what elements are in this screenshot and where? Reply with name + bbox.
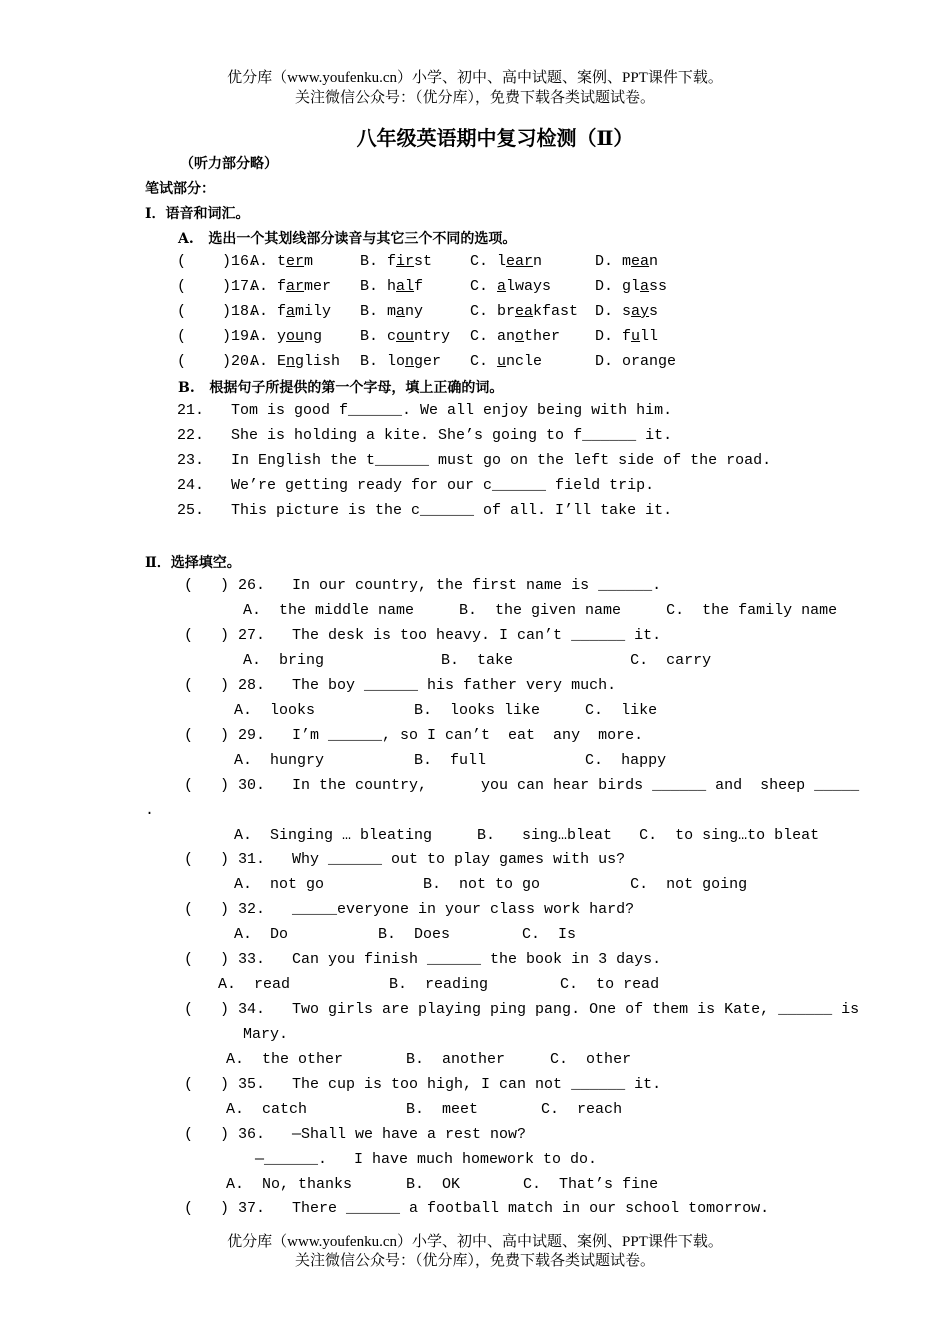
question-32-options: A. Do B. Does C. Is: [234, 926, 577, 943]
part-a-option-a: [250, 303, 331, 320]
part-a-question-number: ( )16.: [177, 253, 259, 270]
option-label: D.: [595, 353, 623, 370]
underlined-segment: a: [497, 278, 507, 295]
option-label: A.: [250, 353, 278, 370]
word-part: s: [649, 303, 659, 320]
underlined-segment: g: [658, 353, 668, 370]
word-part: m: [622, 253, 632, 270]
question-30-continuation: .: [145, 802, 155, 819]
underlined-segment: er: [286, 253, 305, 270]
underlined-segment: a: [396, 303, 406, 320]
word-part: er: [423, 353, 442, 370]
underlined-segment: ea: [515, 303, 534, 320]
section-2-heading: Ⅱ．选择填空。: [145, 555, 241, 571]
word-part: an: [497, 328, 516, 345]
page-header-line-1: 优分库（www.youfenku.cn）小学、初中、高中试题、案例、PPT课件下载。: [227, 70, 723, 86]
underlined-segment: a: [286, 303, 296, 320]
question-27: ( ) 27. The desk is too heavy. I can’t ______ it.: [184, 627, 662, 644]
underlined-segment: a: [640, 278, 650, 295]
option-label: D.: [595, 253, 623, 270]
question-29: ( ) 29. I’m ______, so I can’t eat any more.: [184, 727, 644, 744]
question-35-options: A. catch B. meet C. reach: [226, 1101, 623, 1118]
word-part: ng: [304, 328, 323, 345]
part-a-option-c: [470, 303, 578, 320]
option-label: B.: [360, 253, 388, 270]
word-part: c: [387, 328, 397, 345]
option-label: A.: [250, 303, 278, 320]
question-26: ( ) 26. In our country, the first name is ______.: [184, 577, 662, 594]
underlined-segment: ou: [396, 328, 415, 345]
underlined-segment: ir: [396, 253, 415, 270]
part-a-option-b: [360, 303, 423, 320]
question-30: ( ) 30. In the country, you can hear birds ______ and sheep _____: [184, 777, 860, 794]
word-part: n: [649, 253, 659, 270]
question-21: 21. Tom is good f______. We all enjoy being with him.: [177, 402, 673, 419]
word-part: f: [622, 328, 632, 345]
word-part: gl: [622, 278, 641, 295]
part-a-option-d: [595, 353, 676, 370]
question-29-options: A. hungry B. full C. happy: [234, 752, 667, 769]
underlined-segment: ou: [286, 328, 305, 345]
question-28: ( ) 28. The boy ______ his father very much.: [184, 677, 617, 694]
question-22: 22. She is holding a kite. She’s going to f______ it.: [177, 427, 673, 444]
question-36: ( ) 36. —Shall we have a rest now?: [184, 1126, 527, 1143]
word-part: s: [622, 303, 632, 320]
option-label: C.: [470, 353, 498, 370]
word-part: e: [667, 353, 677, 370]
option-label: C.: [470, 303, 498, 320]
page-footer-line-2: 关注微信公众号：（优分库），免费下载各类试题试卷。: [294, 1253, 655, 1269]
word-part: lo: [387, 353, 406, 370]
question-34-options: A. the other B. another C. other: [226, 1051, 632, 1068]
word-part: m: [387, 303, 397, 320]
part-a-option-b: [360, 278, 423, 295]
word-part: oran: [622, 353, 659, 370]
word-part: ther: [524, 328, 561, 345]
part-a-option-d: [595, 253, 658, 270]
word-part: f: [277, 278, 287, 295]
written-part-label: 笔试部分：: [145, 181, 215, 197]
part-a-question-number: ( )19.: [177, 328, 259, 345]
option-label: B.: [360, 278, 388, 295]
question-30-options: A. Singing … bleating B. sing…bleat C. to sing…to bleat: [234, 827, 820, 844]
underlined-segment: ay: [631, 303, 650, 320]
page-title: 八年级英语期中复习检测（Ⅱ）: [356, 126, 634, 150]
question-23: 23. In English the t______ must go on the left side of the road.: [177, 452, 772, 469]
word-part: m: [304, 253, 314, 270]
word-part: lways: [506, 278, 552, 295]
part-a-option-b: [360, 328, 450, 345]
listening-note: （听力部分略）: [180, 156, 278, 172]
part-a-option-c: [470, 328, 560, 345]
word-part: br: [497, 303, 516, 320]
word-part: ll: [640, 328, 659, 345]
part-a-option-c: [470, 353, 542, 370]
word-part: y: [277, 328, 287, 345]
underlined-segment: al: [396, 278, 415, 295]
part-a-option-a: [250, 278, 331, 295]
question-24: 24. We’re getting ready for our c______ field trip.: [177, 477, 655, 494]
option-label: A.: [250, 253, 278, 270]
word-part: h: [387, 278, 397, 295]
page-footer-line-1: 优分库（www.youfenku.cn）小学、初中、高中试题、案例、PPT课件下载。: [227, 1234, 723, 1250]
word-part: mer: [304, 278, 332, 295]
part-b-heading: B. 根据句子所提供的第一个字母，填上正确的词。: [178, 380, 504, 396]
part-a-option-a: [250, 328, 322, 345]
part-a-option-a: [250, 353, 340, 370]
word-part: mily: [295, 303, 332, 320]
word-part: f: [414, 278, 424, 295]
question-35: ( ) 35. The cup is too high, I can not ______ it.: [184, 1076, 662, 1093]
word-part: ss: [649, 278, 668, 295]
question-36-options: A. No, thanks B. OK C. That’s fine: [226, 1176, 659, 1193]
question-36-response: —______. I have much homework to do.: [255, 1151, 598, 1168]
word-part: n: [533, 253, 543, 270]
underlined-segment: u: [497, 353, 507, 370]
word-part: kfast: [533, 303, 579, 320]
question-34: ( ) 34. Two girls are playing ping pang. One of them is Kate, ______ is: [184, 1001, 860, 1018]
underlined-segment: ear: [506, 253, 534, 270]
option-label: B.: [360, 303, 388, 320]
part-a-question-number: ( )18.: [177, 303, 259, 320]
question-34-continuation: Mary.: [243, 1026, 289, 1043]
word-part: f: [277, 303, 287, 320]
word-part: st: [414, 253, 433, 270]
option-label: C.: [470, 328, 498, 345]
question-26-options: A. the middle name B. the given name C. the family name: [243, 602, 838, 619]
part-a-option-d: [595, 303, 658, 320]
option-label: D.: [595, 328, 623, 345]
word-part: ncle: [506, 353, 543, 370]
part-a-question-number: ( )20.: [177, 353, 259, 370]
question-31: ( ) 31. Why ______ out to play games with us?: [184, 851, 626, 868]
underlined-segment: ng: [405, 353, 424, 370]
part-a-heading: A. 选出一个其划线部分读音与其它三个不同的选项。: [178, 231, 517, 247]
part-a-option-c: [470, 278, 551, 295]
section-1-heading: Ⅰ．语音和词汇。: [145, 206, 250, 222]
word-part: ny: [405, 303, 424, 320]
part-a-question-number: ( )17.: [177, 278, 259, 295]
question-31-options: A. not go B. not to go C. not going: [234, 876, 748, 893]
underlined-segment: ar: [286, 278, 305, 295]
word-part: ntry: [414, 328, 451, 345]
word-part: glish: [295, 353, 341, 370]
word-part: f: [387, 253, 397, 270]
option-label: D.: [595, 278, 623, 295]
question-33: ( ) 33. Can you finish ______ the book in 3 days.: [184, 951, 662, 968]
part-a-option-b: [360, 253, 432, 270]
question-33-options: A. read B. reading C. to read: [218, 976, 660, 993]
word-part: l: [497, 253, 507, 270]
underlined-segment: u: [631, 328, 641, 345]
part-a-option-d: [595, 278, 667, 295]
question-28-options: A. looks B. looks like C. like: [234, 702, 658, 719]
question-37: ( ) 37. There ______ a football match in our school tomorrow.: [184, 1200, 770, 1217]
word-part: t: [277, 253, 287, 270]
question-27-options: A. bring B. take C. carry: [243, 652, 712, 669]
option-label: A.: [250, 328, 278, 345]
question-32: ( ) 32. _____everyone in your class work hard?: [184, 901, 635, 918]
option-label: A.: [250, 278, 278, 295]
underlined-segment: o: [515, 328, 525, 345]
option-label: D.: [595, 303, 623, 320]
part-a-option-c: [470, 253, 542, 270]
part-a-option-b: [360, 353, 441, 370]
question-25: 25. This picture is the c______ of all. I’ll take it.: [177, 502, 673, 519]
part-a-option-d: [595, 328, 658, 345]
option-label: C.: [470, 253, 498, 270]
option-label: B.: [360, 353, 388, 370]
part-a-option-a: [250, 253, 313, 270]
underlined-segment: ea: [631, 253, 650, 270]
option-label: B.: [360, 328, 388, 345]
page-header-line-2: 关注微信公众号：（优分库），免费下载各类试题试卷。: [294, 90, 655, 106]
underlined-segment: n: [286, 353, 296, 370]
word-part: E: [277, 353, 287, 370]
option-label: C.: [470, 278, 498, 295]
